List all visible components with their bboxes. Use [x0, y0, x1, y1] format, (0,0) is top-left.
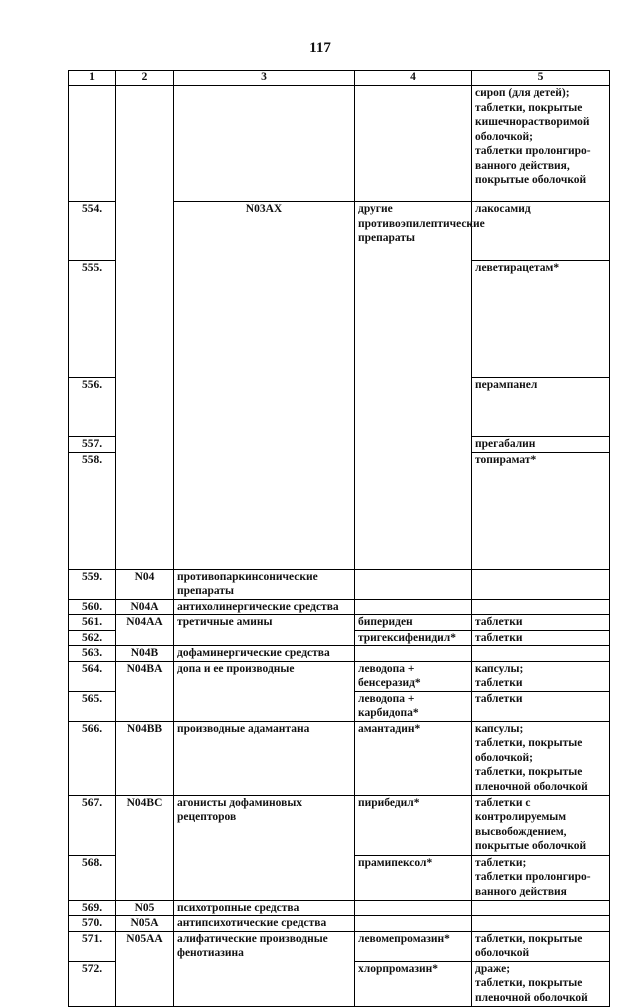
row-number: 566. [69, 721, 116, 795]
column-header: 4 [355, 71, 472, 86]
drug-name: леводопа + карбидопа* [355, 691, 472, 721]
drug-name [355, 900, 472, 916]
row-number: 570. [69, 916, 116, 932]
drug-name: хлорпромазин* [355, 961, 472, 1006]
group-name: третичные амины [174, 615, 355, 646]
group-name: психотропные средства [174, 900, 355, 916]
table-row [69, 569, 610, 599]
table-row [69, 599, 610, 615]
group-name: противопаркинсонические препараты [174, 569, 355, 599]
table-row [69, 721, 610, 795]
row-number: 569. [69, 900, 116, 916]
drug-name: бипериден [355, 615, 472, 631]
row-number: 562. [69, 630, 116, 646]
drug-name: леветирацетам* [472, 261, 610, 378]
page-number: 117 [309, 40, 331, 56]
dosage-form: таблетки [472, 615, 610, 631]
group-name [174, 86, 355, 202]
row-number: 567. [69, 795, 116, 855]
atc-code: N04BB [116, 721, 174, 795]
dosage-form: капсулы; таблетки [472, 661, 610, 691]
drug-name [355, 599, 472, 615]
table-row [69, 931, 610, 961]
table-row [69, 661, 610, 691]
group-name: агонисты дофаминовых рецепторов [174, 795, 355, 900]
dosage-form: капсулы; таблетки, покрытые оболочкой; таблетки, покрытые пленочной оболочкой [472, 721, 610, 795]
drug-name [355, 916, 472, 932]
atc-code: N05AA [116, 931, 174, 1006]
drug-name [355, 646, 472, 662]
row-number: 571. [69, 931, 116, 961]
row-number: 565. [69, 691, 116, 721]
drug-name: перампанел [472, 378, 610, 437]
row-number: 558. [69, 452, 116, 569]
atc-code: N04AA [116, 615, 174, 646]
table-row [69, 795, 610, 855]
atc-code: N03AX [174, 202, 355, 570]
atc-code: N05 [116, 900, 174, 916]
row-number: 564. [69, 661, 116, 691]
group-name: другие противоэпилептические препараты [355, 202, 472, 570]
drug-name: амантадин* [355, 721, 472, 795]
dosage-form [472, 599, 610, 615]
dosage-form: таблетки с контролируемым высвобождением, покрытые оболочкой [472, 795, 610, 855]
drug-name: топирамат* [472, 452, 610, 569]
column-header: 5 [472, 71, 610, 86]
dosage-form [472, 569, 610, 599]
row-number: 563. [69, 646, 116, 662]
dosage-form [472, 646, 610, 662]
dosage-form: таблетки [472, 691, 610, 721]
group-name: дофаминергические средства [174, 646, 355, 662]
row-number: 556. [69, 378, 116, 437]
drug-name: пирибедил* [355, 795, 472, 855]
table-row [69, 615, 610, 631]
atc-code: N04BA [116, 661, 174, 721]
dosage-form: таблетки; таблетки пролонгиро-ванного действия [472, 855, 610, 900]
table-row [69, 900, 610, 916]
row-number: 555. [69, 261, 116, 378]
drug-name: лакосамид [472, 202, 610, 261]
drug-name: левомепромазин* [355, 931, 472, 961]
group-name: производные адамантана [174, 721, 355, 795]
atc-code [116, 86, 174, 570]
dosage-form [472, 916, 610, 932]
row-number: 561. [69, 615, 116, 631]
header-row [69, 71, 610, 86]
row-number: 568. [69, 855, 116, 900]
group-name: антихолинергические средства [174, 599, 355, 615]
row-number: 557. [69, 437, 116, 453]
group-name: допа и ее производные [174, 661, 355, 721]
row-number: 560. [69, 599, 116, 615]
group-name: алифатические производные фенотиазина [174, 931, 355, 1006]
atc-code: N04 [116, 569, 174, 599]
drug-name: прамипексол* [355, 855, 472, 900]
dosage-form: таблетки [472, 630, 610, 646]
table-row [69, 916, 610, 932]
drug-name: прегабалин [472, 437, 610, 453]
row-number: 559. [69, 569, 116, 599]
group-name: антипсихотические средства [174, 916, 355, 932]
medicines-table [68, 70, 610, 1007]
row-number [69, 86, 116, 202]
drug-name [355, 86, 472, 202]
drug-name: тригексифенидил* [355, 630, 472, 646]
table-row [69, 646, 610, 662]
dosage-form [472, 900, 610, 916]
dosage-form: сироп (для детей); таблетки, покрытые кишечнорастворимой оболочкой; таблетки пролонгиро-ванного действия, покрытые оболочкой [472, 86, 610, 202]
table-row [69, 86, 610, 202]
atc-code: N04BC [116, 795, 174, 900]
dosage-form: драже; таблетки, покрытые пленочной оболочкой [472, 961, 610, 1006]
column-header: 3 [174, 71, 355, 86]
row-number: 572. [69, 961, 116, 1006]
column-header: 2 [116, 71, 174, 86]
row-number: 554. [69, 202, 116, 261]
atc-code: N05A [116, 916, 174, 932]
drug-name [355, 569, 472, 599]
drug-name: леводопа + бенсеразид* [355, 661, 472, 691]
atc-code: N04B [116, 646, 174, 662]
dosage-form: таблетки, покрытые оболочкой [472, 931, 610, 961]
atc-code: N04A [116, 599, 174, 615]
column-header: 1 [69, 71, 116, 86]
